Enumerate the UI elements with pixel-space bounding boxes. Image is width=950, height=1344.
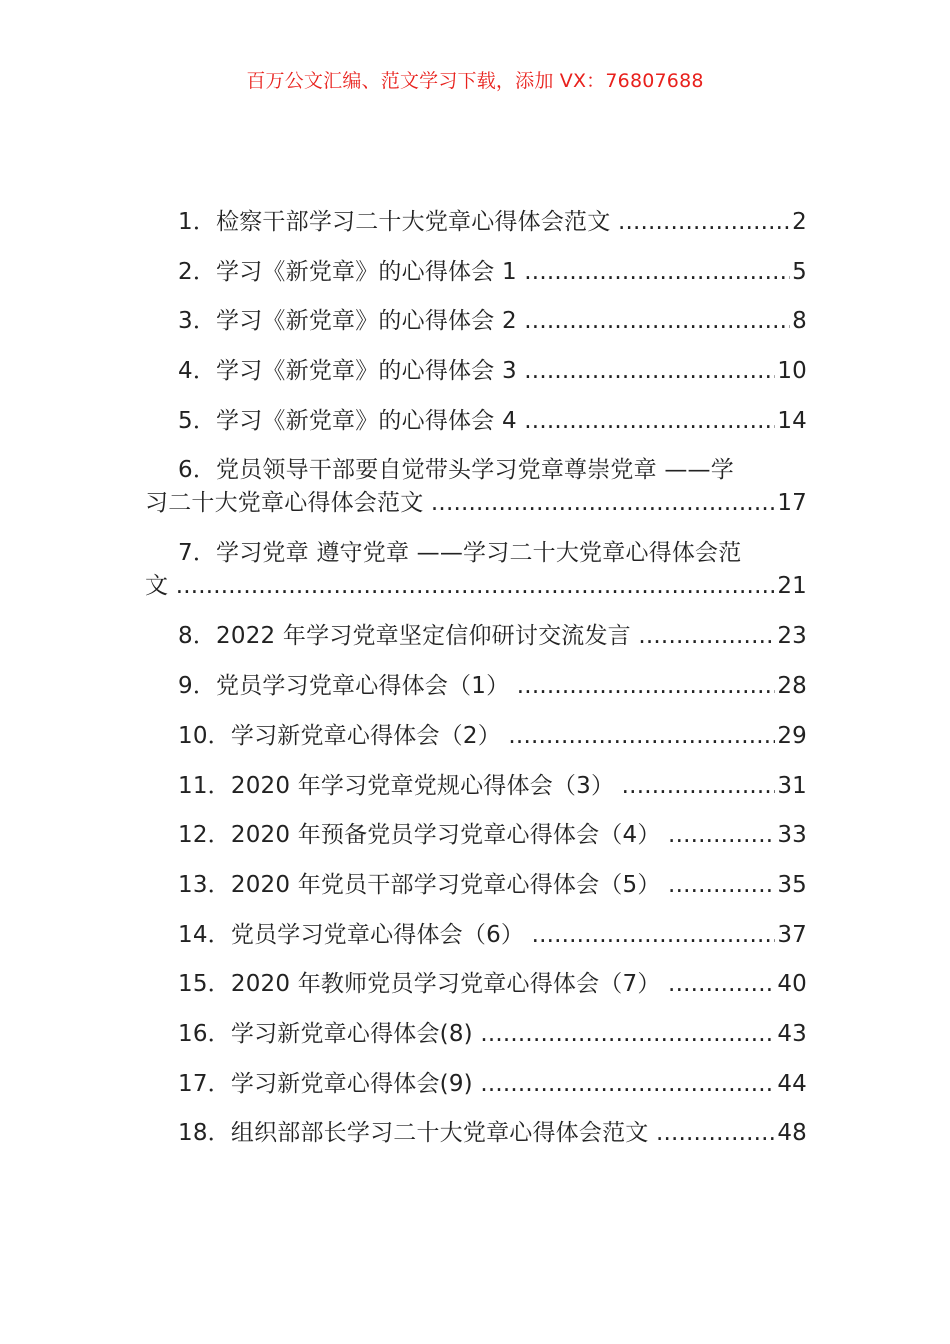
toc-entry-title: 11．2020 年学习党章党规心得体会（3） ..... [178,773,807,799]
toc-page-number: 48 [775,1117,807,1150]
toc-entry-title: 4．学习《新党章》的心得体会 3 ..... [178,358,807,384]
toc-page-number: 43 [775,1018,807,1051]
toc-entry-title: 9．党员学习党章心得体会（1） ..... [178,673,807,699]
toc-entry-title: 16．学习新党章心得体会(8) ..... [178,1021,807,1047]
toc-entry-title: 2．学习《新党章》的心得体会 1 ..... [178,259,807,285]
toc-entry-12[interactable] [145,819,807,869]
toc-entry-13[interactable] [145,869,807,919]
toc-page-number: 28 [775,670,807,703]
toc-entry-title-line2: 习二十大党章心得体会范文 ..... [145,490,807,516]
toc-page-number: 21 [775,570,807,603]
toc-entry-7[interactable] [145,537,807,620]
toc-entry-title-line1: 6．党员领导干部要自觉带头学习党章尊崇党章 ——学 [178,457,734,484]
toc-entry-title: 15．2020 年教师党员学习党章心得体会（7） ..... [178,971,807,997]
toc-entry-2[interactable] [145,256,807,306]
toc-entry-title: 3．学习《新党章》的心得体会 2 ..... [178,308,807,334]
toc-entry-5[interactable] [145,405,807,455]
toc-entry-title: 17．学习新党章心得体会(9) ..... [178,1071,807,1097]
toc-page-number: 2 [790,206,807,239]
toc-page-number: 5 [790,256,807,289]
toc-entry-15[interactable] [145,968,807,1018]
toc-entry-14[interactable] [145,919,807,969]
toc-entry-title: 12．2020 年预备党员学习党章心得体会（4） ..... [178,822,807,848]
page-header: 百万公文汇编、范文学习下载，添加 VX：76807688 [246,70,704,92]
toc-page-number: 14 [775,405,807,438]
toc-entry-title: 1．检察干部学习二十大党章心得体会范文 ..... [178,209,807,235]
toc-page-number: 23 [775,620,807,653]
toc-entry-title: 13．2020 年党员干部学习党章心得体会（5） ..... [178,872,807,898]
toc-page-number: 37 [775,919,807,952]
toc-entry-6[interactable] [145,454,807,537]
toc-entry-title: 5．学习《新党章》的心得体会 4 ..... [178,408,807,434]
toc-entry-9[interactable] [145,670,807,720]
toc-page-number: 40 [775,968,807,1001]
toc-entry-title: 10．学习新党章心得体会（2） ..... [178,723,807,749]
toc-page-number: 10 [775,355,807,388]
toc-page-number: 31 [775,770,807,803]
toc-page-number: 8 [790,305,807,338]
toc-entry-8[interactable] [145,620,807,670]
toc-page-number: 29 [775,720,807,753]
toc-entry-title: 18．组织部部长学习二十大党章心得体会范文 ..... [178,1120,807,1146]
toc-entry-title: 8．2022 年学习党章坚定信仰研讨交流发言 ..... [178,623,807,649]
toc-entry-3[interactable] [145,305,807,355]
toc-page-number: 33 [775,819,807,852]
toc-entry-title-line2: 文 ..... [145,573,807,599]
toc-entry-title-line1: 7．学习党章 遵守党章 ——学习二十大党章心得体会范 [178,540,742,567]
toc-entry-10[interactable] [145,720,807,770]
toc-entry-4[interactable] [145,355,807,405]
toc-entry-18[interactable] [145,1117,807,1167]
toc-page-number: 35 [775,869,807,902]
toc-page-number: 44 [775,1068,807,1101]
toc-entry-16[interactable] [145,1018,807,1068]
toc-entry-1[interactable] [145,206,807,256]
toc-entry-title: 14．党员学习党章心得体会（6） ..... [178,922,807,948]
table-of-contents [145,206,807,1167]
toc-entry-17[interactable] [145,1068,807,1118]
toc-entry-11[interactable] [145,770,807,820]
toc-page-number: 17 [775,487,807,520]
